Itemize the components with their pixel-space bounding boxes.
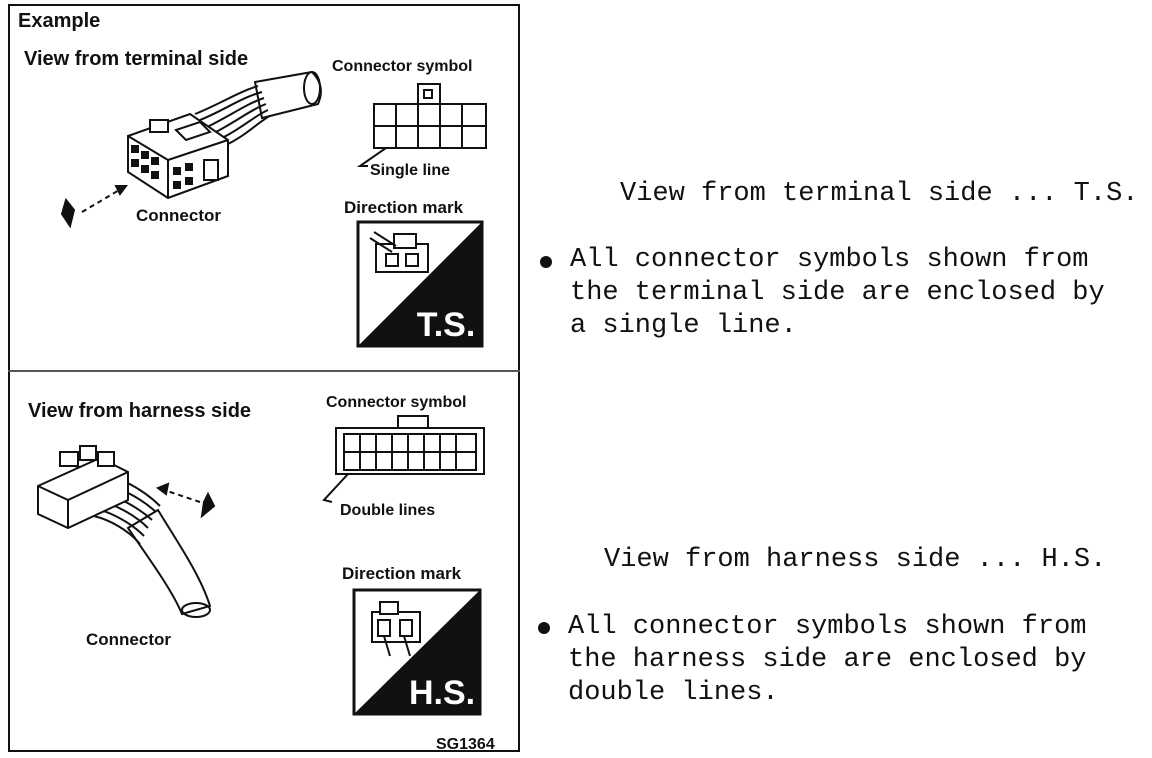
terminal-side-connector-illustration xyxy=(128,72,321,198)
harness-connector-label: Connector xyxy=(86,630,171,649)
terminal-note-heading: View from terminal side ... T.S. xyxy=(620,179,1139,209)
double-lines-label: Double lines xyxy=(340,502,436,519)
harness-note-bullet xyxy=(538,622,550,634)
harness-connector-symbol-label: Connector symbol xyxy=(326,394,467,411)
harness-note-heading: View from harness side ... H.S. xyxy=(604,545,1107,575)
terminal-note-line-2: the terminal side are enclosed by xyxy=(570,278,1105,308)
terminal-connector-symbol-label: Connector symbol xyxy=(332,58,473,75)
single-line-label: Single line xyxy=(370,162,451,179)
ts-direction-mark-icon xyxy=(358,222,482,346)
viewer-eye-icon xyxy=(62,186,126,226)
figure-code: SG1364 xyxy=(436,736,495,753)
terminal-connector-label: Connector xyxy=(136,206,221,225)
harness-direction-mark-label: Direction mark xyxy=(342,564,462,583)
harness-side-title: View from harness side xyxy=(28,400,252,422)
viewer-eye-icon-harness xyxy=(158,484,214,516)
ts-mark-text: T.S. xyxy=(416,306,476,344)
double-line-connector-symbol xyxy=(324,416,484,502)
terminal-note-line-3: a single line. xyxy=(570,311,797,341)
terminal-note-bullet xyxy=(540,256,552,268)
harness-note-line-1: All connector symbols shown from xyxy=(568,612,1087,642)
harness-note-line-3: double lines. xyxy=(568,678,779,708)
harness-note-line-2: the harness side are enclosed by xyxy=(568,645,1087,675)
hs-mark-text: H.S. xyxy=(408,674,476,712)
example-label: Example xyxy=(18,10,101,32)
terminal-side-title: View from terminal side xyxy=(24,48,249,70)
harness-side-connector-illustration xyxy=(38,446,210,617)
terminal-direction-mark-label: Direction mark xyxy=(344,198,464,217)
hs-direction-mark-icon xyxy=(354,590,480,714)
terminal-note-line-1: All connector symbols shown from xyxy=(570,245,1089,275)
single-line-connector-symbol xyxy=(360,84,486,166)
